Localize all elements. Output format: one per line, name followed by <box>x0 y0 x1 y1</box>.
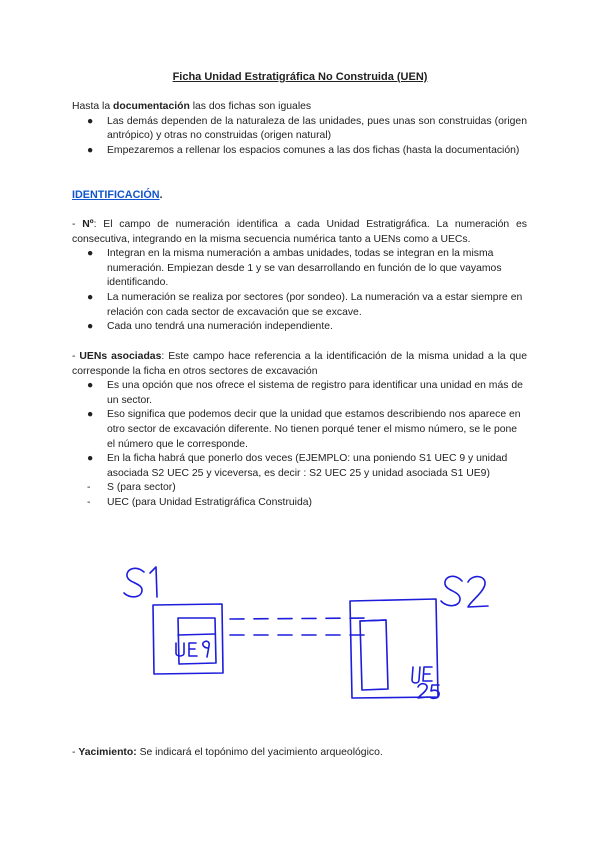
s2-digit-2-stroke <box>468 577 488 607</box>
ue25-unit-outline <box>360 620 388 690</box>
ue9-digit-9-stroke <box>203 641 209 657</box>
intro-line <box>72 100 527 115</box>
numero-section <box>72 218 527 335</box>
s2-label: S2 <box>445 591 447 592</box>
bullet-dot-icon: ● <box>87 453 94 465</box>
ue25-label-a: UE <box>414 675 416 676</box>
uens-bullet: ● En la ficha habrá que ponerlo dos veces (EJEMPLO: una poniendo S1 UEC 9 y unidad asociada S2 UEC 25 y viceversa, es decir : S2 UEC 25 y unidad asociada S1 UE9) <box>87 453 508 479</box>
ue25-unit-edge <box>360 620 386 621</box>
bullet-dot-icon: ● <box>87 291 94 303</box>
intro-prefix: Hasta la <box>72 101 114 112</box>
uens-label: UENs asociadas <box>79 351 162 362</box>
sector-sketch <box>0 555 600 715</box>
uens-bullet: ● Eso significa que podemos decir que la unidad que estamos describiendo nos aparece en otro sector de excavación diferente. No tienen porqué tener el mismo número, se le pone el número que le corresponde. <box>87 409 521 450</box>
numero-label: Nº <box>82 219 94 230</box>
numero-bullet: ● Integran en la misma numeración a ambas unidades, todas se integran en la misma numeración. Empiezan desde 1 y se van desarrollando en función de lo que vayamos identificando. <box>87 248 502 289</box>
uens-bullet: ● Es una opción que nos ofrece el sistema de registro para identificar una unidad en más de un sector. <box>87 380 523 406</box>
intro-bullet-list <box>72 115 527 159</box>
uens-dash-item: - UEC (para Unidad Estratigráfica Construida) <box>87 496 313 508</box>
uens-section <box>72 350 527 511</box>
bullet-dot-icon: ● <box>87 248 94 260</box>
bullet-dot-icon: ● <box>87 409 94 421</box>
intro-section <box>72 100 527 158</box>
document-title: Ficha Unidad Estratigráfica No Construida (UEN) <box>172 71 428 83</box>
numero-bullet: ● Cada uno tendrá una numeración independiente. <box>72 320 527 335</box>
ue9-label: UE9 <box>180 651 182 652</box>
uens-bullet-list <box>72 379 527 510</box>
numero-paragraph: - Nº: El campo de numeración identifica a cada Unidad Estratigráfica. La numeración es consecutiva, integrando en la misma secuencia numérica tanto a UENs como a UECs. <box>72 219 527 245</box>
intro-suffix: las dos fichas son iguales <box>189 101 312 112</box>
s2-sector-outline <box>350 599 438 698</box>
sector-sketch-svg <box>0 555 600 715</box>
bullet-dot-icon: ● <box>87 321 94 333</box>
intro-bullet: ● Las demás dependen de la naturaleza de las unidades, pues unas son construidas (origen antrópico) y otras no construidas (origen natural) <box>87 115 527 142</box>
section-heading: IDENTIFICACIÓN. <box>72 189 163 201</box>
yacimiento-section: - Yacimiento: Se indicará el topónimo del yacimiento arqueológico. <box>72 747 383 758</box>
numero-bullet-list <box>72 247 527 335</box>
intro-bullet: ● Empezaremos a rellenar los espacios comunes a las dos fichas (hasta la documentación) <box>72 144 527 159</box>
bullet-dot-icon: ● <box>87 144 94 156</box>
ue9-letter-u-stroke <box>176 643 184 656</box>
ue25-label-b: 25 <box>420 693 422 694</box>
intro-bold-term: documentación <box>113 101 190 112</box>
uens-paragraph: - UENs asociadas: Este campo hace referencia a la identificación de la misma unidad a la que corresponde la ficha en otros sectores de excavación <box>72 351 527 377</box>
ue9-letter-e-stroke <box>189 643 197 656</box>
ue9-unit-outline <box>178 618 216 664</box>
ue25-letter-e-stroke <box>423 667 432 681</box>
ue25-digit-2-stroke <box>418 684 428 698</box>
numero-bullet: ● La numeración se realiza por sectores (por sondeo). La numeración va a estar siempre en relación con cada sector de excavación que se excave. <box>87 291 523 318</box>
identificacion-heading-link[interactable]: IDENTIFICACIÓN <box>72 189 160 201</box>
bullet-dot-icon: ● <box>87 115 94 127</box>
s1-label: S1 <box>130 585 132 586</box>
s1-letter-s-stroke <box>124 568 144 597</box>
bullet-dot-icon: ● <box>87 380 94 392</box>
s1-digit-1-stroke <box>150 567 157 597</box>
ue9-unit-divider <box>178 634 215 635</box>
uens-dash-item: - S (para sector) <box>87 482 176 494</box>
yacimiento-label: Yacimiento: <box>78 747 137 758</box>
